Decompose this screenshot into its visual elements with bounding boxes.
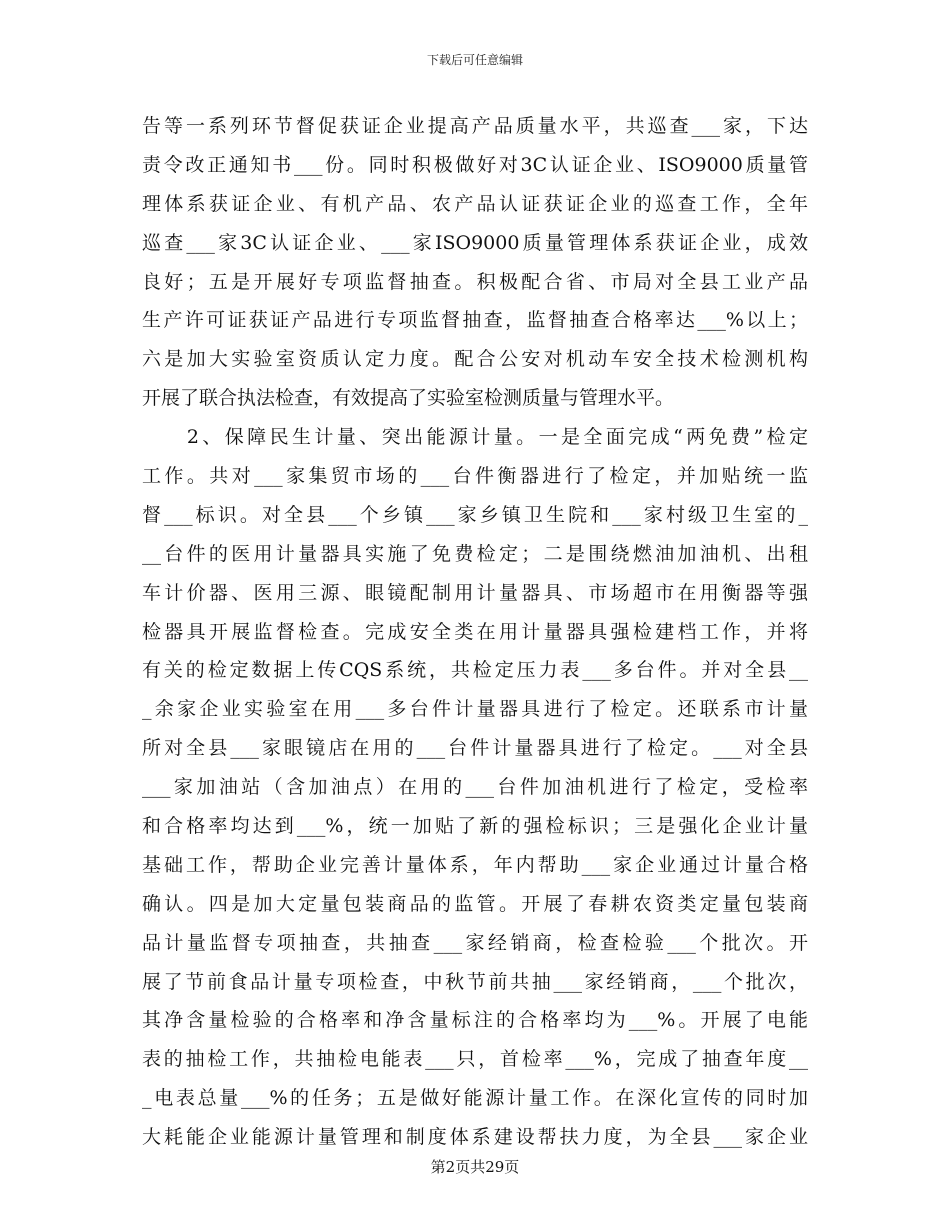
text-line: 责令改正通知书___份。同时积极做好对3C认证企业、ISO9000质量管 <box>142 153 808 176</box>
text-line: 检器具开展监督检查。完成安全类在用计量器具强检建档工作，并将 <box>142 620 808 643</box>
text-line: _余家企业实验室在用___多台件计量器具进行了检定。还联系市计量 <box>142 698 808 721</box>
text-line: 开展了联合执法检查，有效提高了实验室检测质量与管理水平。 <box>142 387 675 410</box>
text-line: 展了节前食品计量专项检查，中秋节前共抽___家经销商，___个批次， <box>142 970 808 993</box>
text-line: 品计量监督专项抽查，共抽查___家经销商，检查检验___个批次。开 <box>142 931 808 954</box>
body-text <box>142 107 808 1157</box>
text-line: __台件的医用计量器具实施了免费检定；二是围绕燃油加油机、出租 <box>142 542 808 565</box>
text-line: 确认。四是加大定量包装商品的监管。开展了春耕农资类定量包装商 <box>142 892 808 915</box>
text-line: 和合格率均达到___%，统一加贴了新的强检标识；三是强化企业计量 <box>142 815 808 838</box>
text-line: 生产许可证获证产品进行专项监督抽查，监督抽查合格率达___%以上； <box>142 309 808 332</box>
text-line: ___家加油站（含加油点）在用的___台件加油机进行了检定，受检率 <box>142 776 808 799</box>
text-line: 巡查___家3C认证企业、___家ISO9000质量管理体系获证企业，成效 <box>142 231 808 254</box>
text-line: 工作。共对___家集贸市场的___台件衡器进行了检定，并加贴统一监 <box>142 465 808 488</box>
text-line: 所对全县___家眼镜店在用的___台件计量器具进行了检定。___对全县 <box>142 737 808 760</box>
text-line: 有关的检定数据上传CQS系统，共检定压力表___多台件。并对全县__ <box>142 659 808 682</box>
text-line: 督___标识。对全县___个乡镇___家乡镇卫生院和___家村级卫生室的_ <box>142 503 808 526</box>
text-line: 表的抽检工作，共抽检电能表___只，首检率___%，完成了抽查年度__ <box>142 1048 808 1071</box>
text-line: 六是加大实验室资质认定力度。配合公安对机动车安全技术检测机构 <box>142 348 808 371</box>
text-line: 理体系获证企业、有机产品、农产品认证获证企业的巡查工作，全年 <box>142 192 808 215</box>
text-line: 大耗能企业能源计量管理和制度体系建设帮扶力度，为全县___家企业 <box>142 1126 808 1149</box>
text-line: 2、保障民生计量、突出能源计量。一是全面完成“两免费”检定 <box>142 426 808 449</box>
page-footer: 第2页共29页 <box>430 1158 520 1176</box>
text-line: 其净含量检验的合格率和净含量标注的合格率均为___%。开展了电能 <box>142 1009 808 1032</box>
text-line: _电表总量___%的任务；五是做好能源计量工作。在深化宣传的同时加 <box>142 1087 808 1110</box>
text-line: 告等一系列环节督促获证企业提高产品质量水平，共巡查___家，下达 <box>142 115 808 137</box>
text-line: 车计价器、医用三源、眼镜配制用计量器具、市场超市在用衡器等强 <box>142 581 808 604</box>
text-line: 基础工作，帮助企业完善计量体系，年内帮助___家企业通过计量合格 <box>142 853 808 876</box>
text-line: 良好；五是开展好专项监督抽查。积极配合省、市局对全县工业产品 <box>142 270 808 293</box>
page-header: 下载后可任意编辑 <box>426 53 523 67</box>
